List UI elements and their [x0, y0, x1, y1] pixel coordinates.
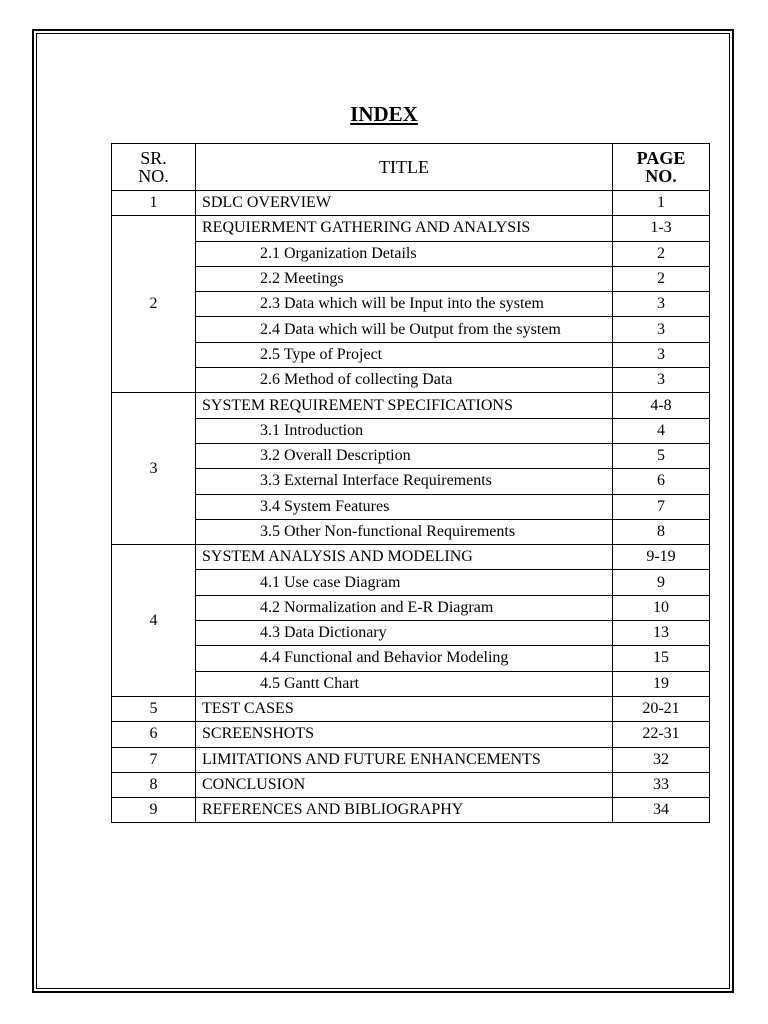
sr-no-cell: 5 — [112, 696, 196, 721]
page-no-cell: 4-8 — [613, 393, 710, 418]
table-subrow — [112, 241, 710, 266]
page-no-cell: 3 — [613, 368, 710, 393]
subsection-title-cell: 4.4 Functional and Behavior Modeling — [196, 646, 613, 671]
subsection-title-cell: 3.2 Overall Description — [196, 443, 613, 468]
page-no-cell: 7 — [613, 494, 710, 519]
header-sr-line2: NO. — [138, 166, 169, 186]
sr-no-cell: 6 — [112, 722, 196, 747]
page-no-cell: 2 — [613, 266, 710, 291]
table-subrow — [112, 443, 710, 468]
section-title-cell: SDLC OVERVIEW — [196, 191, 613, 216]
page-no-cell: 20-21 — [613, 696, 710, 721]
page-no-cell: 13 — [613, 621, 710, 646]
page-no-cell: 32 — [613, 747, 710, 772]
page-no-cell: 1 — [613, 191, 710, 216]
page-no-cell: 6 — [613, 469, 710, 494]
page-no-cell: 1-3 — [613, 216, 710, 241]
sr-no-cell: 2 — [112, 216, 196, 393]
header-sr-no — [112, 144, 196, 191]
index-table — [111, 143, 710, 823]
header-sr-line1: SR. — [140, 148, 167, 168]
header-page-no — [613, 144, 710, 191]
table-subrow — [112, 292, 710, 317]
subsection-title-cell: 2.3 Data which will be Input into the system — [196, 292, 613, 317]
subsection-title-cell: 3.5 Other Non-functional Requirements — [196, 519, 613, 544]
section-title-cell: SYSTEM REQUIREMENT SPECIFICATIONS — [196, 393, 613, 418]
header-page-line2: NO. — [645, 166, 677, 186]
subsection-title-cell: 2.4 Data which will be Output from the system — [196, 317, 613, 342]
table-subrow — [112, 342, 710, 367]
subsection-title-cell: 2.6 Method of collecting Data — [196, 368, 613, 393]
table-row — [112, 772, 710, 797]
page-no-cell: 33 — [613, 772, 710, 797]
table-subrow — [112, 671, 710, 696]
page-no-cell: 3 — [613, 342, 710, 367]
sr-no-cell: 9 — [112, 798, 196, 823]
header-page-line1: PAGE — [636, 148, 686, 168]
table-subrow — [112, 494, 710, 519]
page-no-cell: 10 — [613, 595, 710, 620]
page-title: INDEX — [350, 102, 418, 126]
table-subrow — [112, 317, 710, 342]
table-row — [112, 545, 710, 570]
table-subrow — [112, 570, 710, 595]
table-subrow — [112, 621, 710, 646]
table-header-row — [112, 144, 710, 191]
page-no-cell: 19 — [613, 671, 710, 696]
subsection-title-cell: 4.2 Normalization and E-R Diagram — [196, 595, 613, 620]
table-subrow — [112, 646, 710, 671]
section-title-cell: LIMITATIONS AND FUTURE ENHANCEMENTS — [196, 747, 613, 772]
table-row — [112, 191, 710, 216]
section-title-cell: TEST CASES — [196, 696, 613, 721]
table-row — [112, 216, 710, 241]
page-no-cell: 3 — [613, 317, 710, 342]
subsection-title-cell: 3.1 Introduction — [196, 418, 613, 443]
page-no-cell: 9-19 — [613, 545, 710, 570]
page-no-cell: 3 — [613, 292, 710, 317]
subsection-title-cell: 2.5 Type of Project — [196, 342, 613, 367]
table-row — [112, 696, 710, 721]
subsection-title-cell: 2.1 Organization Details — [196, 241, 613, 266]
table-subrow — [112, 519, 710, 544]
subsection-title-cell: 2.2 Meetings — [196, 266, 613, 291]
section-title-cell: SYSTEM ANALYSIS AND MODELING — [196, 545, 613, 570]
subsection-title-cell: 4.1 Use case Diagram — [196, 570, 613, 595]
table-row — [112, 722, 710, 747]
sr-no-cell: 4 — [112, 545, 196, 697]
page-no-cell: 9 — [613, 570, 710, 595]
page-no-cell: 22-31 — [613, 722, 710, 747]
subsection-title-cell: 3.4 System Features — [196, 494, 613, 519]
table-subrow — [112, 368, 710, 393]
page-no-cell: 4 — [613, 418, 710, 443]
table-subrow — [112, 469, 710, 494]
sr-no-cell: 7 — [112, 747, 196, 772]
section-title-cell: REQUIERMENT GATHERING AND ANALYSIS — [196, 216, 613, 241]
section-title-cell: REFERENCES AND BIBLIOGRAPHY — [196, 798, 613, 823]
subsection-title-cell: 3.3 External Interface Requirements — [196, 469, 613, 494]
section-title-cell: SCREENSHOTS — [196, 722, 613, 747]
sr-no-cell: 8 — [112, 772, 196, 797]
table-row — [112, 747, 710, 772]
page-no-cell: 2 — [613, 241, 710, 266]
page-no-cell: 5 — [613, 443, 710, 468]
table-subrow — [112, 418, 710, 443]
table-row — [112, 393, 710, 418]
section-title-cell: CONCLUSION — [196, 772, 613, 797]
table-subrow — [112, 266, 710, 291]
table-body — [112, 191, 710, 823]
table-row — [112, 798, 710, 823]
page-no-cell: 15 — [613, 646, 710, 671]
subsection-title-cell: 4.3 Data Dictionary — [196, 621, 613, 646]
header-title: TITLE — [196, 144, 613, 191]
sr-no-cell: 3 — [112, 393, 196, 545]
page-no-cell: 34 — [613, 798, 710, 823]
sr-no-cell: 1 — [112, 191, 196, 216]
page-no-cell: 8 — [613, 519, 710, 544]
subsection-title-cell: 4.5 Gantt Chart — [196, 671, 613, 696]
table-subrow — [112, 595, 710, 620]
